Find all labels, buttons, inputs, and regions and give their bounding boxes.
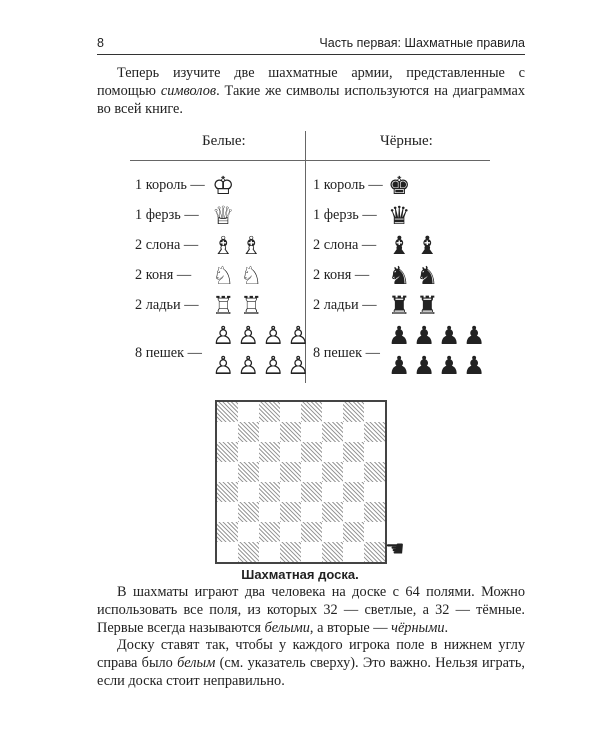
light-square xyxy=(238,442,259,462)
dark-square xyxy=(301,482,322,502)
intro-paragraph: Теперь изучите две шахматные армии, представленные с помощью символов. Такие же символы используются на диаграммах во всей книге. xyxy=(97,65,525,117)
white-pawn-icon: ♙ xyxy=(212,351,235,380)
board-caption: Шахматная доска. xyxy=(241,567,359,582)
light-square xyxy=(322,522,343,542)
light-square xyxy=(217,422,238,442)
light-square xyxy=(217,462,238,482)
light-square xyxy=(217,502,238,522)
black-knight-icon: ♞ xyxy=(416,261,439,290)
light-square xyxy=(238,482,259,502)
light-square xyxy=(301,422,322,442)
row-label-rooks: 2 ладьи — xyxy=(135,297,199,313)
light-square xyxy=(364,442,385,462)
white-column-title: Белые: xyxy=(202,133,246,149)
light-square xyxy=(343,502,364,522)
chessboard xyxy=(215,400,387,564)
white-rook-icon: ♖ xyxy=(240,291,263,320)
black-pawn-icon: ♟ xyxy=(463,351,486,380)
light-square xyxy=(364,522,385,542)
row-label-queen: 1 ферзь — xyxy=(135,207,199,223)
black-column-title: Чёрные: xyxy=(380,133,433,149)
black-king-icon: ♚ xyxy=(388,171,411,200)
white-pawn-icon: ♙ xyxy=(262,351,285,380)
light-square xyxy=(343,462,364,482)
armies-table xyxy=(130,125,490,385)
row-label-knights: 2 коня — xyxy=(135,267,192,283)
black-bishop-icon: ♝ xyxy=(388,231,411,260)
black-knight-icon: ♞ xyxy=(388,261,411,290)
dark-square xyxy=(238,422,259,442)
dark-square xyxy=(259,442,280,462)
white-pawn-icon: ♙ xyxy=(287,351,310,380)
white-pawn-icon: ♙ xyxy=(237,351,260,380)
row-label-bishops: 2 слона — xyxy=(313,237,377,253)
light-square xyxy=(259,462,280,482)
light-square xyxy=(301,462,322,482)
white-pawn-icon: ♙ xyxy=(237,321,260,350)
dark-square xyxy=(217,482,238,502)
header-divider xyxy=(130,160,490,161)
dark-square xyxy=(280,422,301,442)
dark-square xyxy=(343,442,364,462)
dark-square xyxy=(343,482,364,502)
dark-square xyxy=(217,402,238,422)
white-pawn-icon: ♙ xyxy=(262,321,285,350)
dark-square xyxy=(364,542,385,562)
dark-square xyxy=(322,542,343,562)
dark-square xyxy=(343,522,364,542)
dark-square xyxy=(301,442,322,462)
dark-square xyxy=(301,522,322,542)
row-label-knights: 2 коня — xyxy=(313,267,370,283)
dark-square xyxy=(343,402,364,422)
dark-square xyxy=(238,542,259,562)
dark-square xyxy=(322,462,343,482)
black-pawn-icon: ♟ xyxy=(388,321,411,350)
row-label-king: 1 король — xyxy=(135,177,205,193)
dark-square xyxy=(259,522,280,542)
dark-square xyxy=(238,502,259,522)
white-queen-icon: ♕ xyxy=(212,201,235,230)
chapter-title: Часть первая: Шахматные правила xyxy=(319,36,525,50)
page-number: 8 xyxy=(97,36,104,50)
light-square xyxy=(217,542,238,562)
row-label-rooks: 2 ладьи — xyxy=(313,297,377,313)
light-square xyxy=(322,442,343,462)
pointing-hand-icon: ☚ xyxy=(385,537,405,562)
light-square xyxy=(280,482,301,502)
dark-square xyxy=(280,502,301,522)
black-pawn-icon: ♟ xyxy=(438,321,461,350)
white-knight-icon: ♘ xyxy=(240,261,263,290)
dark-square xyxy=(280,462,301,482)
white-pawn-icon: ♙ xyxy=(212,321,235,350)
dark-square xyxy=(364,462,385,482)
black-pawn-icon: ♟ xyxy=(413,351,436,380)
white-pawn-icon: ♙ xyxy=(287,321,310,350)
row-label-pawns: 8 пешек — xyxy=(135,345,202,361)
light-square xyxy=(364,482,385,502)
dark-square xyxy=(280,542,301,562)
light-square xyxy=(343,542,364,562)
light-square xyxy=(280,522,301,542)
white-bishop-icon: ♗ xyxy=(212,231,235,260)
light-square xyxy=(238,522,259,542)
black-pawn-icon: ♟ xyxy=(388,351,411,380)
black-pawn-icon: ♟ xyxy=(413,321,436,350)
light-square xyxy=(301,542,322,562)
light-square xyxy=(280,402,301,422)
dark-square xyxy=(364,422,385,442)
black-bishop-icon: ♝ xyxy=(416,231,439,260)
light-square xyxy=(238,402,259,422)
black-queen-icon: ♛ xyxy=(388,201,411,230)
light-square xyxy=(364,402,385,422)
row-label-king: 1 король — xyxy=(313,177,383,193)
black-rook-icon: ♜ xyxy=(388,291,411,320)
running-header xyxy=(97,36,525,55)
row-label-bishops: 2 слона — xyxy=(135,237,199,253)
board-orientation-paragraph: Доску ставят так, чтобы у каждого игрока поле в нижнем углу справа было белым (см. указатель сверху). Это важно. Нельзя играть, если доска стоит неправильно. xyxy=(97,637,525,689)
dark-square xyxy=(217,522,238,542)
white-rook-icon: ♖ xyxy=(212,291,235,320)
white-knight-icon: ♘ xyxy=(212,261,235,290)
white-king-icon: ♔ xyxy=(212,171,235,200)
light-square xyxy=(259,422,280,442)
dark-square xyxy=(217,442,238,462)
dark-square xyxy=(301,402,322,422)
row-label-pawns: 8 пешек — xyxy=(313,345,380,361)
dark-square xyxy=(259,402,280,422)
black-rook-icon: ♜ xyxy=(416,291,439,320)
black-pawn-icon: ♟ xyxy=(438,351,461,380)
dark-square xyxy=(238,462,259,482)
dark-square xyxy=(322,502,343,522)
light-square xyxy=(343,422,364,442)
chessboard-figure xyxy=(215,400,385,565)
rules-paragraph: В шахматы играют два человека на доске с 64 полями. Можно использовать все поля, из которых 32 — светлые, а 32 — тёмные. Первые всегда называются белыми, а вторые — чёрными. xyxy=(97,584,525,636)
light-square xyxy=(322,482,343,502)
white-bishop-icon: ♗ xyxy=(240,231,263,260)
light-square xyxy=(301,502,322,522)
dark-square xyxy=(364,502,385,522)
light-square xyxy=(259,502,280,522)
black-pawn-icon: ♟ xyxy=(463,321,486,350)
light-square xyxy=(259,542,280,562)
light-square xyxy=(322,402,343,422)
dark-square xyxy=(259,482,280,502)
dark-square xyxy=(322,422,343,442)
row-label-queen: 1 ферзь — xyxy=(313,207,377,223)
light-square xyxy=(280,442,301,462)
